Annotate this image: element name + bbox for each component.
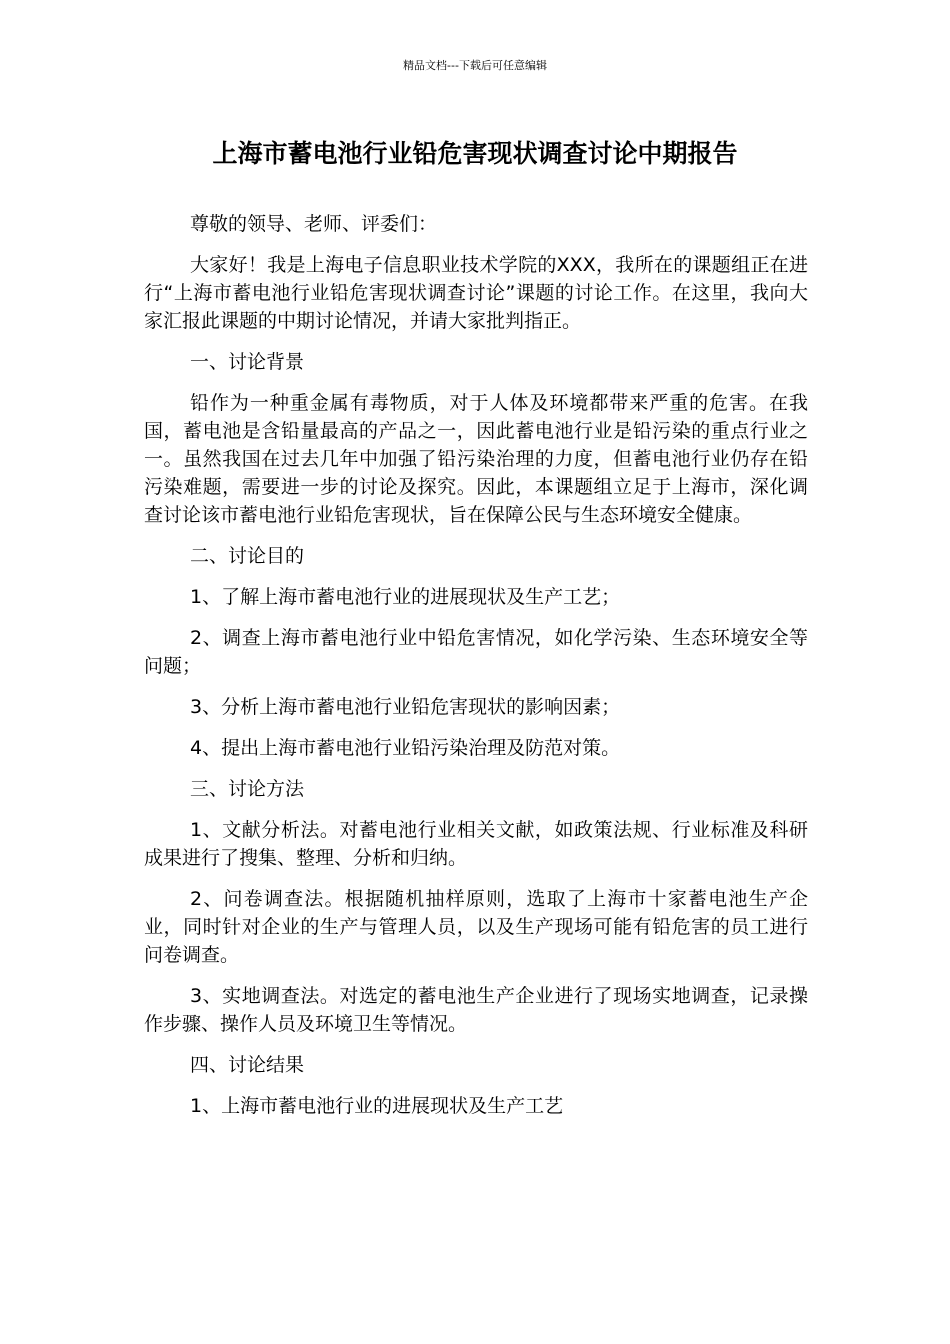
purpose-item: 3、分析上海市蓄电池行业铅危害现状的影响因素； — [190, 696, 621, 718]
section-heading-methods: 三、讨论方法 — [190, 778, 305, 800]
document-body — [144, 210, 808, 1133]
document-title: 上海市蓄电池行业铅危害现状调查讨论中期报告 — [212, 139, 738, 168]
salutation: 尊敬的领导、老师、评委们： — [190, 213, 438, 235]
section-heading-results: 四、讨论结果 — [190, 1054, 305, 1076]
purpose-item: 1、了解上海市蓄电池行业的进展现状及生产工艺； — [190, 586, 621, 608]
section-heading-background: 一、讨论背景 — [190, 351, 305, 373]
background-paragraph: 铅作为一种重金属有毒物质，对于人体及环境都带来严重的危害。在我国，蓄电池是含铅量最高的产品之一，因此蓄电池行业是铅污染的重点行业之一。虽然我国在过去几年中加强了铅污染治理的力度，但蓄电池行业仍存在铅污染难题，需要进一步的讨论及探究。因此，本课题组立足于上海市，深化调查讨论该市蓄电池行业铅危害现状，旨在保障公民与生态环境安全健康。 — [144, 392, 808, 526]
header-note: 精品文档---下载后可任意编辑 — [403, 59, 547, 72]
purpose-item: 4、提出上海市蓄电池行业铅污染治理及防范对策。 — [190, 737, 621, 759]
purpose-item: 2、调查上海市蓄电池行业中铅危害情况，如化学污染、生态环境安全等问题； — [144, 627, 808, 677]
method-item: 1、文献分析法。对蓄电池行业相关文献，如政策法规、行业标准及科研成果进行了搜集、整理、分析和归纳。 — [144, 819, 808, 869]
method-item: 2、问卷调查法。根据随机抽样原则，选取了上海市十家蓄电池生产企业，同时针对企业的生产与管理人员，以及生产现场可能有铅危害的员工进行问卷调查。 — [144, 888, 808, 966]
section-heading-purpose: 二、讨论目的 — [190, 545, 305, 567]
result-item: 1、上海市蓄电池行业的进展现状及生产工艺 — [190, 1095, 564, 1117]
intro-paragraph: 大家好！我是上海电子信息职业技术学院的XXX，我所在的课题组正在进行“上海市蓄电池行业铅危害现状调查讨论”课题的讨论工作。在这里，我向大家汇报此课题的中期讨论情况，并请大家批判指正。 — [144, 254, 808, 332]
method-item: 3、实地调查法。对选定的蓄电池生产企业进行了现场实地调查，记录操作步骤、操作人员及环境卫生等情况。 — [144, 985, 808, 1035]
